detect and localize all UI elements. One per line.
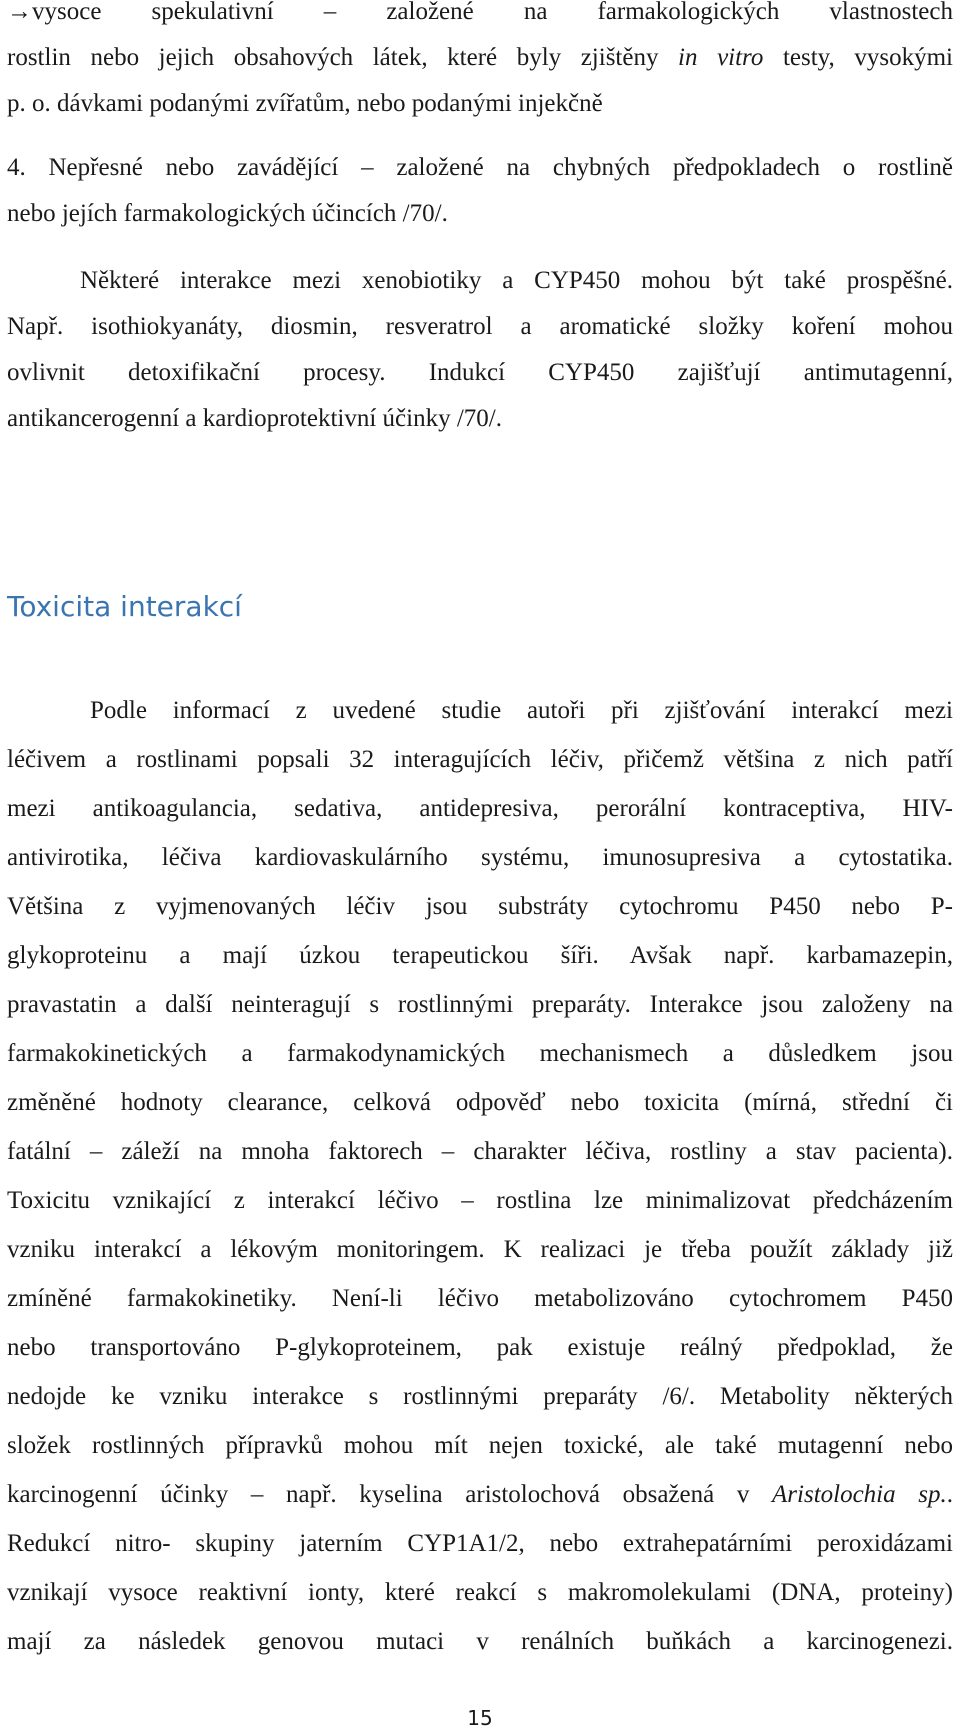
text-line: glykoproteinu a mají úzkou terapeutickou šíři. Avšak např. karbamazepin,	[7, 942, 953, 969]
text-line: složek rostlinných přípravků mohou mít nejen toxické, ale také mutagenní nebo	[7, 1432, 953, 1459]
text-line: změněné hodnoty clearance, celková odpověď nebo toxicita (mírná, střední či	[7, 1089, 953, 1116]
text-line: 4. Nepřesné nebo zavádějící – založené na chybných předpokladech o rostlině	[7, 154, 953, 181]
italic-species-name: Aristolochia sp.	[772, 1481, 947, 1508]
page-number: 15	[467, 1706, 493, 1730]
text-line: vzniku interakcí a lékovým monitoringem. K realizaci je třeba použít základy již	[7, 1236, 953, 1263]
text-line: rostlin nebo jejich obsahových látek, které byly zjištěny in vitro testy, vysokými	[7, 44, 953, 71]
text-line: Některé interakce mezi xenobiotiky a CYP450 mohou být také prospěšné.	[80, 267, 953, 294]
text-line: karcinogenní účinky – např. kyselina aristolochová obsažená v Aristolochia sp..	[7, 1481, 954, 1508]
text-line: fatální – záleží na mnoha faktorech – charakter léčiva, rostliny a stav pacienta).	[7, 1138, 953, 1165]
text-line: vznikají vysoce reaktivní ionty, které reakcí s makromolekulami (DNA, proteiny)	[7, 1579, 953, 1606]
text-line: zmíněné farmakokinetiky. Není-li léčivo metabolizováno cytochromem P450	[7, 1285, 953, 1312]
text-line: Redukcí nitro- skupiny jaterním CYP1A1/2, nebo extrahepatárními peroxidázami	[7, 1530, 953, 1557]
text-line: Podle informací z uvedené studie autoři při zjišťování interakcí mezi	[90, 697, 953, 724]
text-line: pravastatin a další neinteragují s rostlinnými preparáty. Interakce jsou založeny na	[7, 991, 953, 1018]
text-line: →vysoce spekulativní – založené na farmakologických vlastnostech	[7, 0, 953, 25]
text-line: farmakokinetických a farmakodynamických mechanismech a důsledkem jsou	[7, 1040, 953, 1067]
text-line: nebo transportováno P-glykoproteinem, pak existuje reálný předpoklad, že	[7, 1334, 953, 1361]
text-line: ovlivnit detoxifikační procesy. Indukcí CYP450 zajišťují antimutagenní,	[7, 359, 953, 386]
text-line: Např. isothiokyanáty, diosmin, resveratrol a aromatické složky koření mohou	[7, 313, 953, 340]
text-line: p. o. dávkami podanými zvířatům, nebo podanými injekčně	[7, 90, 603, 117]
text-line: antivirotika, léčiva kardiovaskulárního systému, imunosupresiva a cytostatika.	[7, 844, 953, 871]
section-heading: Toxicita interakcí	[7, 590, 242, 623]
italic-term: in vitro	[678, 44, 764, 71]
text-line: mezi antikoagulancia, sedativa, antidepresiva, perorální kontraceptiva, HIV-	[7, 795, 953, 822]
text-line: nedojde ke vzniku interakce s rostlinnými preparáty /6/. Metabolity některých	[7, 1383, 953, 1410]
text-line: léčivem a rostlinami popsali 32 interagujících léčiv, přičemž většina z nich patří	[7, 746, 953, 773]
text-line: mají za následek genovou mutaci v renálních buňkách a karcinogenezi.	[7, 1628, 953, 1655]
text-line: Toxicitu vznikající z interakcí léčivo – rostlina lze minimalizovat předcházením	[7, 1187, 953, 1214]
text-line: antikancerogenní a kardioprotektivní účinky /70/.	[7, 405, 502, 432]
text-line: Většina z vyjmenovaných léčiv jsou substráty cytochromu P450 nebo P-	[7, 893, 953, 920]
text-line: nebo jejích farmakologických účincích /70/.	[7, 200, 448, 227]
